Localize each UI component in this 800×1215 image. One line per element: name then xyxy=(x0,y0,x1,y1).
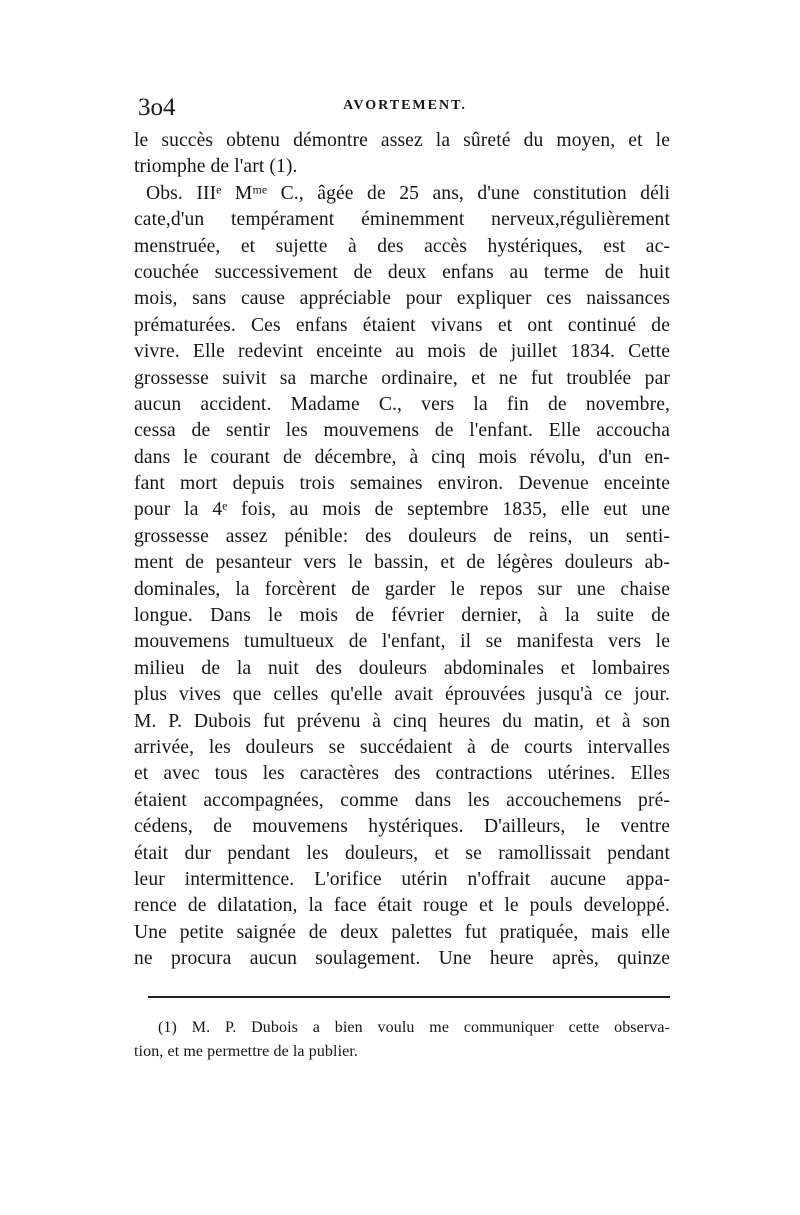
footnote-line: tion, et me permettre de la publier. xyxy=(134,1043,358,1060)
text-line: cate,d'un tempérament éminemment nerveux,régulièrement xyxy=(134,209,670,231)
page-header xyxy=(138,93,672,123)
text-line: ment de pesanteur vers le bassin, et de légères douleurs ab- xyxy=(134,552,670,574)
text-line: leur intermittence. L'orifice utérin n'offrait aucune appa- xyxy=(134,868,670,890)
footnote xyxy=(134,1016,670,1064)
text-line: et avec tous les caractères des contractions utérines. Elles xyxy=(134,763,670,785)
text-line: cédens, de mouvemens hystériques. D'ailleurs, le ventre xyxy=(134,816,670,838)
text-line: couchée successivement de deux enfans au terme de huit xyxy=(134,261,670,283)
text-line: était dur pendant les douleurs, et se ramollissait pendant xyxy=(134,842,670,864)
text-line: dans le courant de décembre, à cinq mois révolu, d'un en- xyxy=(134,446,670,468)
text-line: milieu de la nuit des douleurs abdominales et lombaires xyxy=(134,657,670,679)
running-head: AVORTEMENT. xyxy=(343,98,467,113)
text-line: longue. Dans le mois de février dernier, à la suite de xyxy=(134,605,670,627)
text-line: le succès obtenu démontre assez la sûreté du moyen, et le xyxy=(134,130,670,151)
text-line: rence de dilatation, la face était rouge et le pouls developpé. xyxy=(134,895,670,917)
text-line: mois, sans cause appréciable pour expliquer ces naissances xyxy=(134,288,670,310)
text-line: Une petite saignée de deux palettes fut pratiquée, mais elle xyxy=(134,921,670,943)
text-line: Obs. IIIᵉ Mᵐᵉ C., âgée de 25 ans, d'une constitution déli xyxy=(146,182,670,204)
footnote-line: (1) M. P. Dubois a bien voulu me communiquer cette observa- xyxy=(158,1019,670,1036)
text-line: triomphe de l'art (1). xyxy=(134,156,298,178)
text-line: étaient accompagnées, comme dans les accouchemens pré- xyxy=(134,789,670,811)
text-line: dominales, la forcèrent de garder le repos sur une chaise xyxy=(134,578,670,600)
text-line: arrivée, les douleurs se succédaient à de courts intervalles xyxy=(134,736,670,758)
text-line: prématurées. Ces enfans étaient vivans et ont continué de xyxy=(134,314,670,336)
text-line: grossesse assez pénible: des douleurs de reins, un senti- xyxy=(134,525,670,547)
text-line: grossesse suivit sa marche ordinaire, et ne fut troublée par xyxy=(134,367,670,389)
text-line: M. P. Dubois fut prévenu à cinq heures du matin, et à son xyxy=(134,710,670,732)
text-line: cessa de sentir les mouvemens de l'enfant. Elle accoucha xyxy=(134,420,670,442)
text-line: fant mort depuis trois semaines environ. Devenue enceinte xyxy=(134,473,670,495)
text-line: mouvemens tumultueux de l'enfant, il se manifesta vers le xyxy=(134,631,670,653)
text-line: aucun accident. Madame C., vers la fin de novembre, xyxy=(134,393,670,415)
text-line: plus vives que celles qu'elle avait éprouvées jusqu'à ce jour. xyxy=(134,684,670,706)
page-number: 3o4 xyxy=(138,94,176,121)
text-line: vivre. Elle redevint enceinte au mois de juillet 1834. Cette xyxy=(134,341,670,363)
text-line: menstruée, et sujette à des accès hystériques, est ac- xyxy=(134,235,670,257)
text-line: ne procura aucun soulagement. Une heure après, quinze xyxy=(134,948,670,970)
body-text xyxy=(134,128,670,973)
text-line: pour la 4ᵉ fois, au mois de septembre 1835, elle eut une xyxy=(134,499,670,521)
footnote-divider xyxy=(148,996,670,998)
